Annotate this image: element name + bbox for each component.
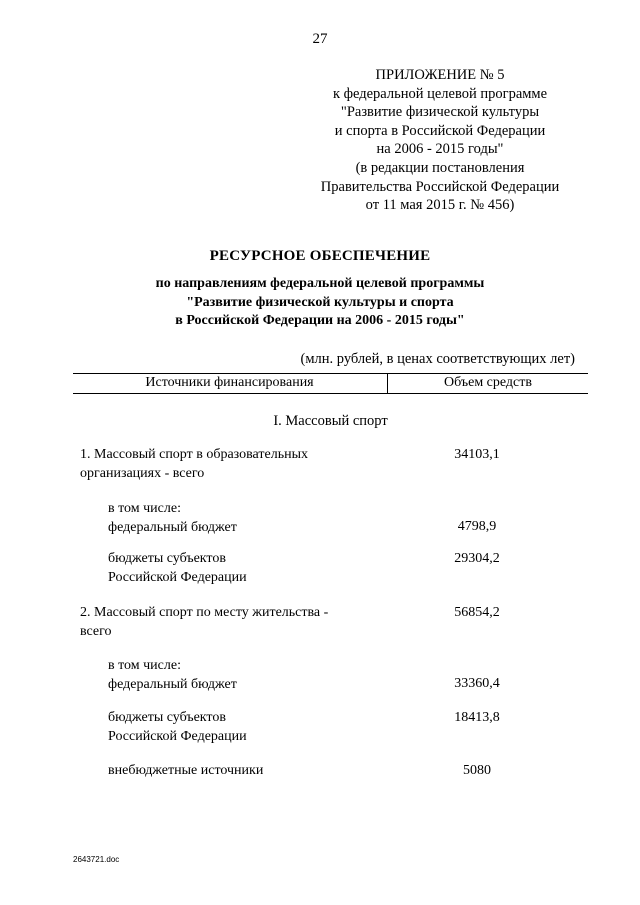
table-row-label: в том числе: федеральный бюджет — [108, 501, 237, 535]
table-row-value: 34103,1 — [454, 447, 500, 462]
table-row-label: 2. Массовый спорт по месту жительства - всего — [80, 605, 329, 639]
table-row-label: бюджеты субъектов Российской Федерации — [108, 710, 247, 744]
table-row-label: в том числе: федеральный бюджет — [108, 658, 237, 692]
appendix-line: на 2006 - 2015 годы" — [376, 141, 504, 158]
appendix-line: от 11 мая 2015 г. № 456) — [365, 197, 515, 214]
section-title: I. Массовый спорт — [273, 413, 388, 429]
appendix-line: "Развитие физической культуры — [340, 104, 540, 121]
subtitle-line: "Развитие физической культуры и спорта — [186, 294, 454, 310]
page-number: 27 — [312, 31, 328, 47]
table-row-value: 4798,9 — [457, 519, 497, 534]
document-subtitle — [0, 275, 640, 331]
table-row-value: 29304,2 — [454, 551, 500, 566]
appendix-line: Правительства Российской Федерации — [320, 178, 560, 195]
appendix-line: ПРИЛОЖЕНИЕ № 5 — [375, 67, 505, 83]
subtitle-line: в Российской Федерации на 2006 - 2015 годы" — [175, 313, 465, 328]
appendix-line: и спорта в Российской Федерации — [334, 122, 546, 139]
appendix-line: (в редакции постановления — [355, 159, 525, 176]
table-row-value: 33360,4 — [454, 676, 500, 691]
table-row-value: 56854,2 — [454, 605, 500, 620]
table-top-rule — [73, 373, 588, 374]
table-row-value: 5080 — [463, 763, 491, 778]
table-row-label: внебюджетные источники — [108, 763, 264, 778]
subtitle-line: по направлениям федеральной целевой программы — [155, 276, 485, 291]
column-header-amount: Объем средств — [443, 375, 532, 390]
document-title: РЕСУРСНОЕ ОБЕСПЕЧЕНИЕ — [209, 248, 431, 264]
column-header-source: Источники финансирования — [145, 375, 314, 390]
units-note: (млн. рублей, в ценах соответствующих лет) — [300, 351, 575, 367]
table-header-bottom-rule — [73, 393, 588, 394]
table-row-label: бюджеты субъектов Российской Федерации — [108, 551, 247, 585]
appendix-block — [300, 66, 580, 215]
footer-document-code: 2643721.doc — [73, 855, 120, 864]
appendix-line: к федеральной целевой программе — [332, 85, 548, 102]
table-row-value: 18413,8 — [454, 710, 500, 725]
table-row-label: 1. Массовый спорт в образовательных организациях - всего — [80, 447, 309, 481]
